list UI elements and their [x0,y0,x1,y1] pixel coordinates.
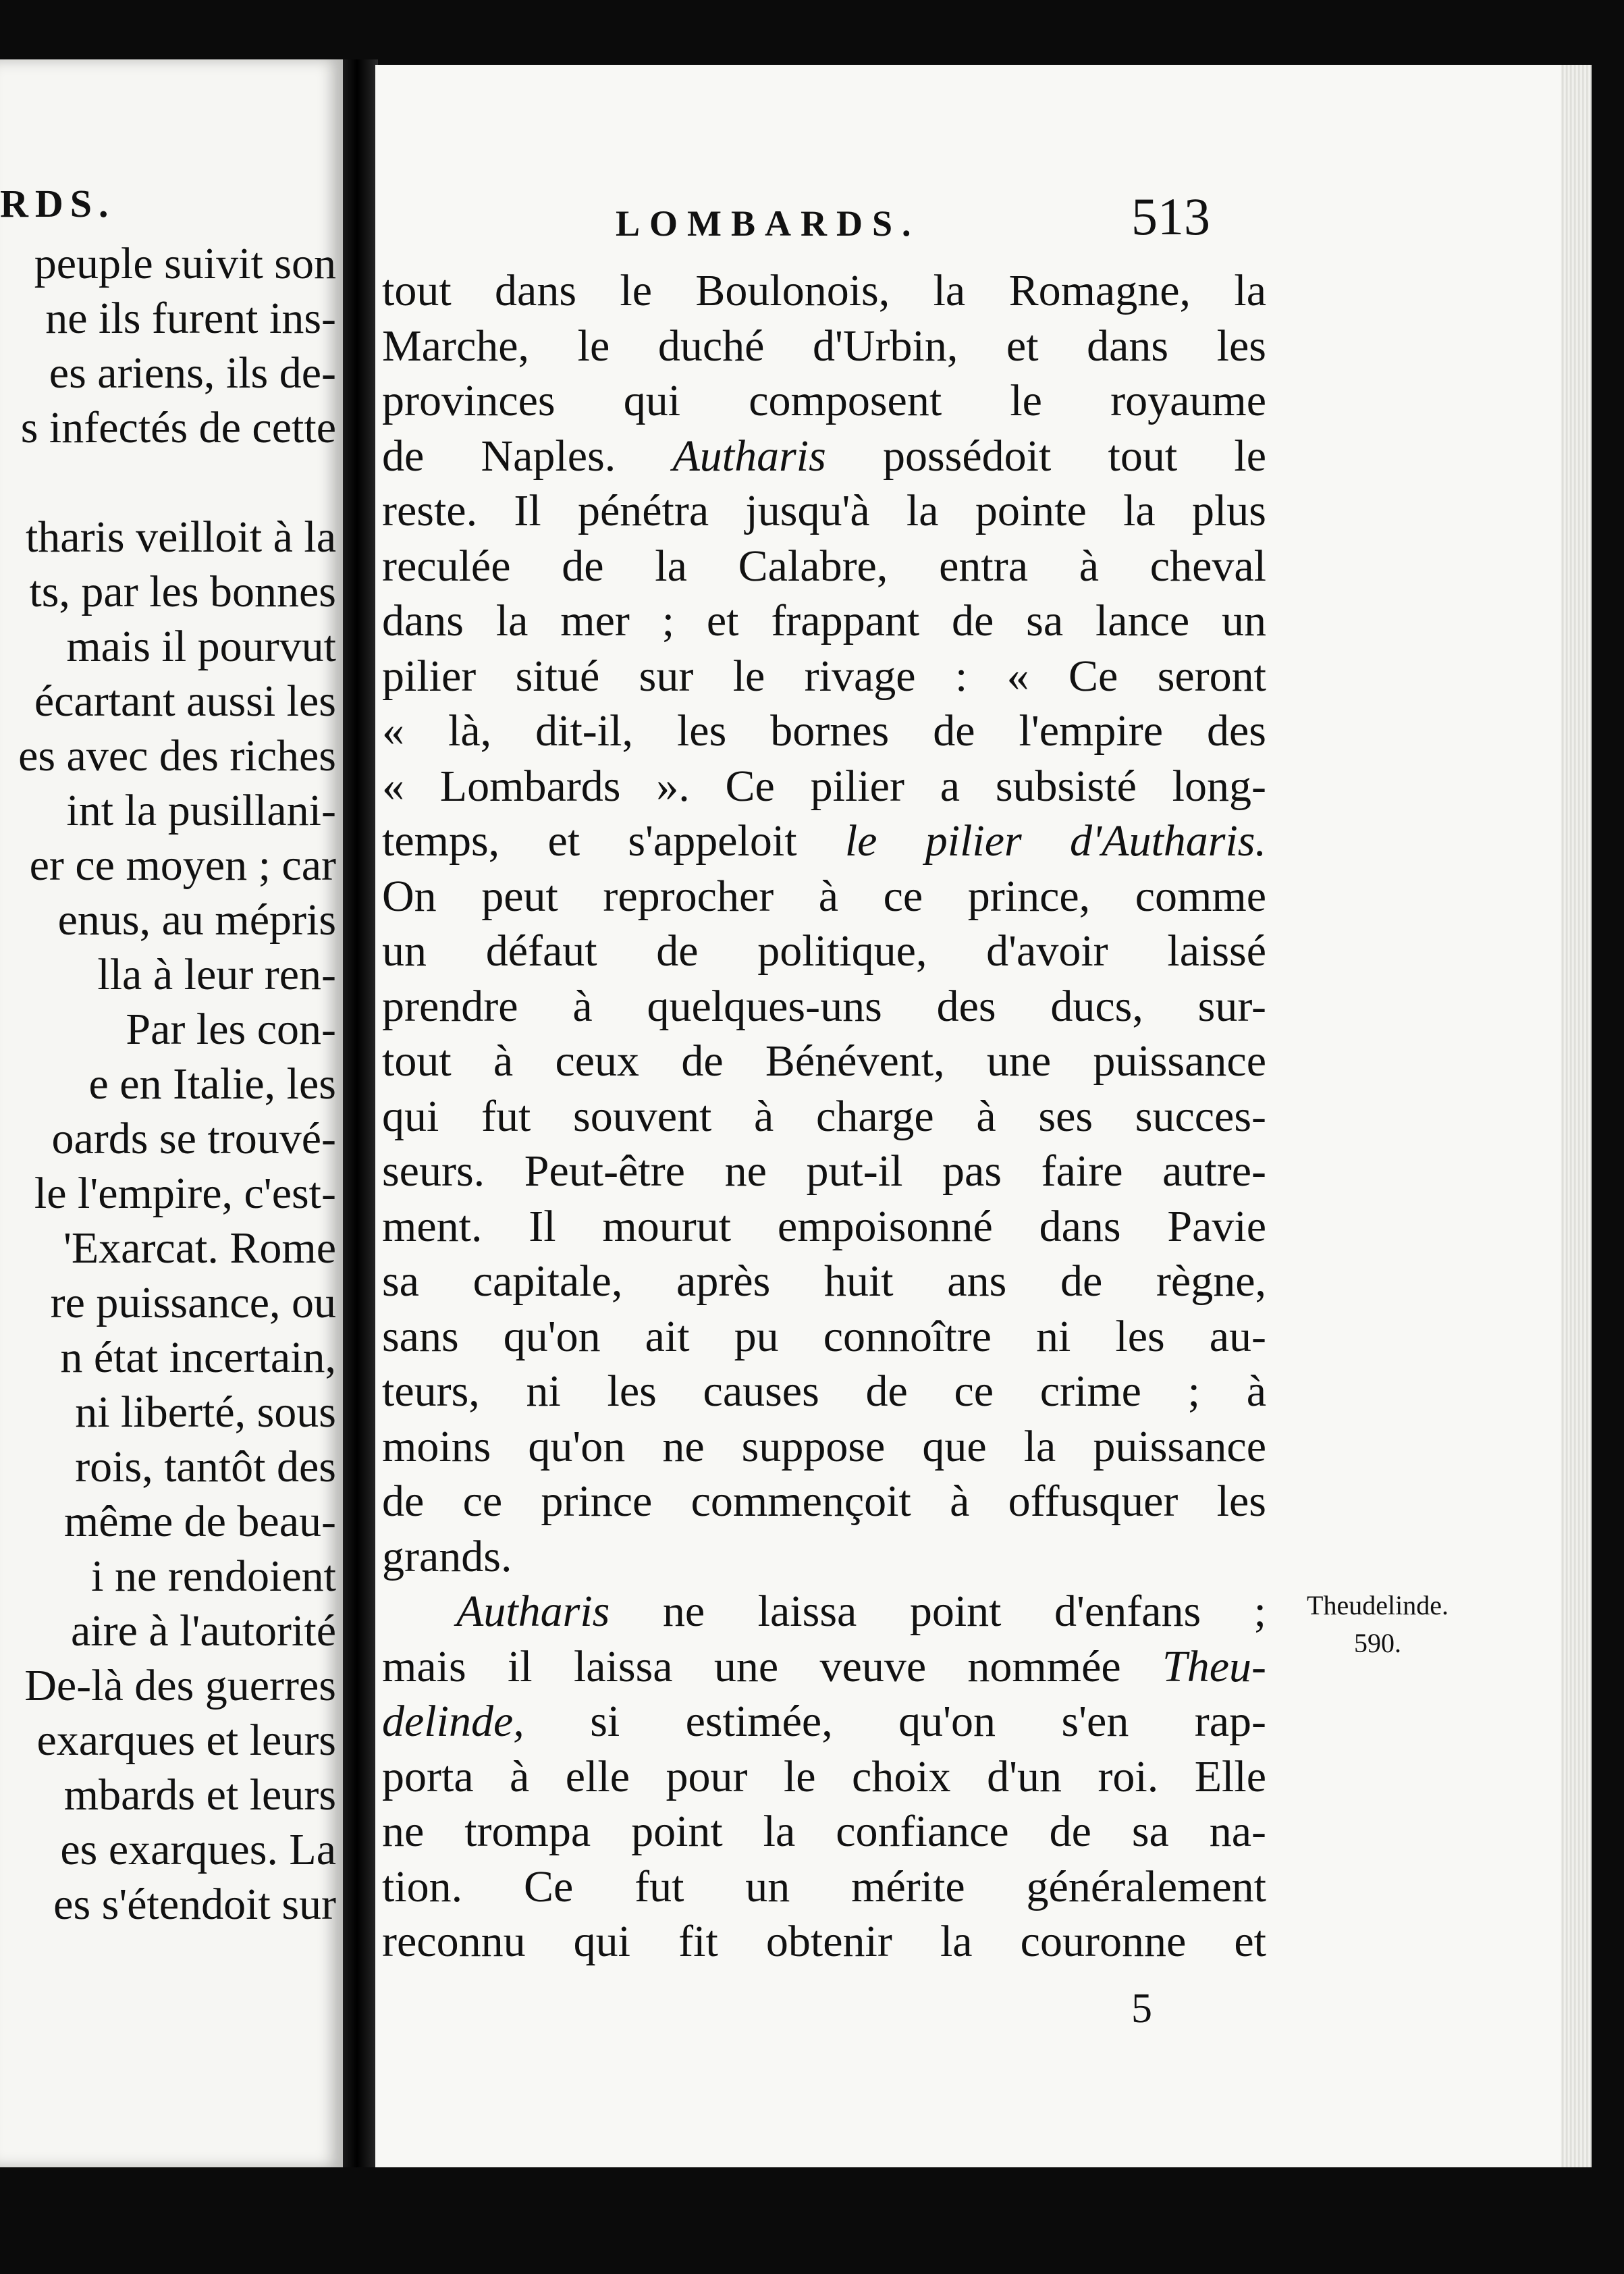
text-line: sans qu'on ait pu connoître ni les au- [382,1311,1266,1361]
text-line: sa capitale, après huit ans de règne, [382,1257,1266,1306]
left-text-line: ts, par les bonnes [29,567,336,616]
text-line: provinces qui composent le royaume [382,376,1266,425]
left-text-line: int la pusillani- [66,786,336,835]
left-text-line: s infectés de cette [20,403,336,452]
scan-background [0,2167,1624,2274]
signature-mark: 5 [1131,1986,1152,2032]
left-text-line: e en Italie, les [88,1059,336,1109]
left-text-line: 'Exarcat. Rome [63,1223,336,1273]
left-text-line: le l'empire, c'est- [34,1169,336,1218]
text-line: « Lombards ». Ce pilier a subsisté long- [382,761,1266,811]
left-text-line: mais il pourvut [66,622,336,671]
margin-note [1266,1587,1489,1662]
text-line: ment. Il mourut empoisonné dans Pavie [382,1201,1266,1251]
left-text-line: Par les con- [126,1005,336,1054]
text-line: de Naples. Autharis possédoit tout le [382,431,1266,481]
text-line: « là, dit-il, les bornes de l'empire des [382,706,1266,756]
main-text [382,263,1266,1969]
left-text-line: exarques et leurs [36,1716,336,1765]
left-text-line: tharis veilloit à la [25,512,336,562]
left-text-line: rois, tantôt des [75,1442,336,1491]
left-text-line: écartant aussi les [34,677,336,726]
text-line: qui fut souvent à charge à ses succes- [382,1091,1266,1141]
left-page [0,59,344,2167]
left-text-line: es exarques. La [60,1825,336,1874]
text-line: reste. Il pénétra jusqu'à la pointe la plus [382,486,1266,535]
left-text-line: i ne rendoient [91,1552,336,1601]
left-text-line: peuple suivit son [34,239,336,288]
left-text-line: es s'étendoit sur [53,1880,336,1929]
text-line: tout à ceux de Bénévent, une puissance [382,1036,1266,1086]
text-line: On peut reprocher à ce prince, comme [382,871,1266,921]
text-line: tion. Ce fut un mérite généralement [382,1861,1266,1911]
text-line: mais il laissa une veuve nommée Theu- [382,1641,1266,1691]
running-head: LOMBARDS. [616,203,921,244]
page-number: 513 [1131,187,1210,246]
text-line: porta à elle pour le choix d'un roi. Elle [382,1751,1266,1801]
text-line: prendre à quelques-uns des ducs, sur- [382,981,1266,1031]
page-edges [1561,65,1592,2171]
text-line: reconnu qui fit obtenir la couronne et [382,1917,1266,1966]
text-line: delinde, si estimée, qu'on s'en rap- [382,1697,1266,1746]
left-text-line: n état incertain, [60,1333,336,1382]
text-line: Autharis ne laissa point d'enfans ; [456,1587,1266,1636]
left-text-line: mbards et leurs [63,1770,336,1820]
left-text-line: es ariens, ils de- [49,348,336,398]
left-text-line: ni liberté, sous [75,1387,336,1437]
left-text-line: ne ils furent ins- [45,294,336,343]
margin-note-year: 590. [1354,1628,1401,1658]
left-text-line: aire à l'autorité [70,1606,336,1656]
left-text-line: oards se trouvé- [51,1114,336,1163]
left-text-line: es avec des riches [18,731,336,781]
left-text-line: re puissance, ou [50,1278,336,1327]
text-line: Marche, le duché d'Urbin, et dans les [382,321,1266,371]
text-line: dans la mer ; et frappant de sa lance un [382,596,1266,645]
margin-note-name: Theudelinde. [1307,1590,1449,1620]
left-text-line: lla à leur ren- [97,950,336,999]
text-line: tout dans le Boulonois, la Romagne, la [382,266,1266,315]
text-line: reculée de la Calabre, entra à cheval [382,541,1266,591]
left-text-line: enus, au mépris [57,895,336,945]
text-line: grands. [382,1531,512,1581]
text-line: de ce prince commençoit à offusquer les [382,1477,1266,1526]
left-page-text [0,236,336,1932]
left-text-line [0,455,336,510]
text-line: pilier situé sur le rivage : « Ce seront [382,651,1266,701]
left-text-line: De-là des guerres [24,1661,336,1710]
book-gutter [343,59,378,2167]
left-text-line: er ce moyen ; car [29,841,336,890]
text-line: un défaut de politique, d'avoir laissé [382,926,1266,976]
left-text-line: même de beau- [63,1497,336,1546]
text-line: temps, et s'appeloit le pilier d'Autharis. [382,816,1266,866]
text-line: moins qu'on ne suppose que la puissance [382,1421,1266,1471]
left-running-head: RDS. [0,182,115,226]
text-line: seurs. Peut-être ne put-il pas faire autre- [382,1146,1266,1196]
text-line: teurs, ni les causes de ce crime ; à [382,1367,1266,1416]
text-line: ne trompa point la confiance de sa na- [382,1807,1266,1856]
